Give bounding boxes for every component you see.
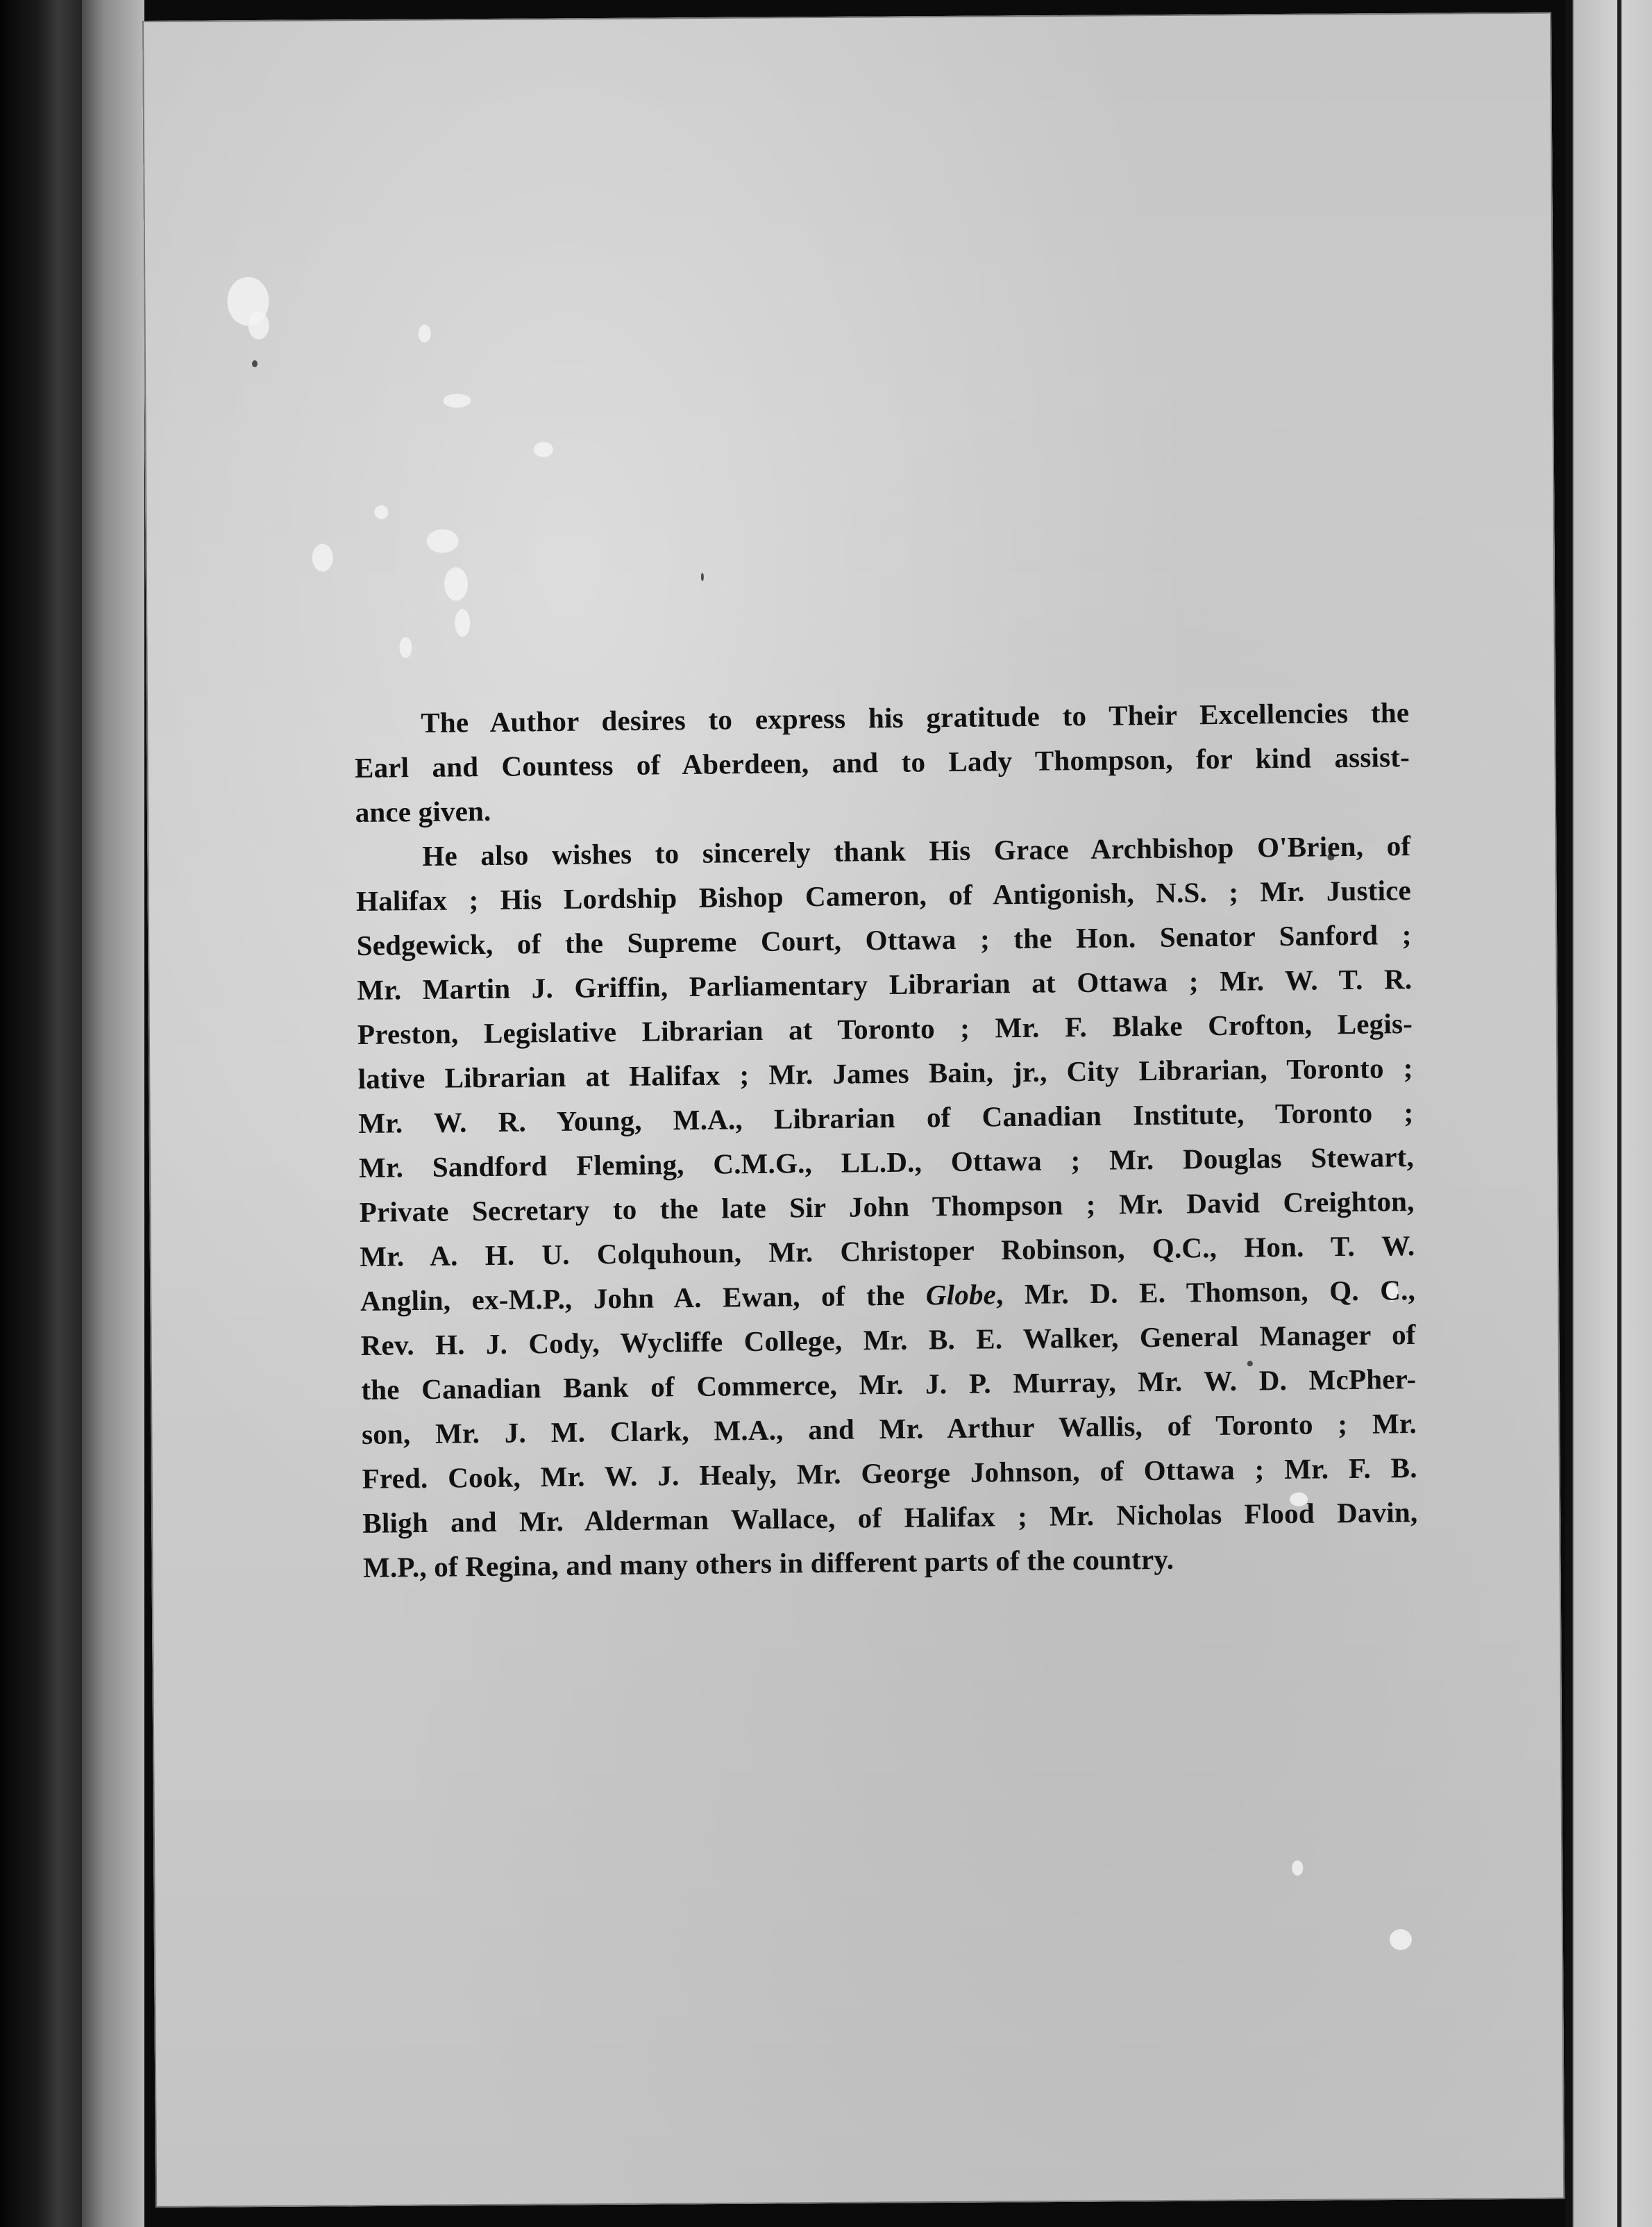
text-line: Private Secretary to the late Sir John Thompson ; Mr. David Creighton,	[359, 1185, 1415, 1228]
text-line: Mr. Martin J. Griffin, Parliamentary Librarian at Ottawa ; Mr. W. T. R.	[357, 963, 1413, 1006]
page-blemish	[1390, 1929, 1412, 1950]
text-line: Mr. A. H. U. Colquhoun, Mr. Christoper Robinson, Q.C., Hon. T. W.	[360, 1229, 1415, 1272]
text-line: Sedgewick, of the Supreme Court, Ottawa ; the Hon. Senator Sanford ;	[356, 918, 1412, 961]
text-line: Mr. Sandford Fleming, C.M.G., LL.D., Ottawa ; Mr. Douglas Stewart,	[358, 1141, 1415, 1184]
acknowledgement-text	[354, 690, 1418, 1590]
text-line: Earl and Countess of Aberdeen, and to Lady Thompson, for kind assist-	[354, 741, 1410, 784]
page-blemish	[312, 544, 333, 571]
text-line: M.P., of Regina, and many others in different parts of the country.	[362, 1543, 1174, 1583]
text-line: son, Mr. J. M. Clark, M.A., and Mr. Arthur Wallis, of Toronto ; Mr.	[361, 1407, 1417, 1450]
newspaper-title: Globe	[925, 1278, 997, 1311]
book-binding	[0, 0, 83, 2227]
text-line: Bligh and Mr. Alderman Wallace, of Halifax ; Mr. Nicholas Flood Davin,	[362, 1496, 1418, 1539]
text-line: Rev. H. J. Cody, Wycliffe College, Mr. B. E. Walker, General Manager of	[360, 1318, 1416, 1361]
page-blemish	[252, 360, 258, 367]
text-line: Mr. W. R. Young, M.A., Librarian of Canadian Institute, Toronto ;	[358, 1096, 1414, 1139]
page-blemish	[443, 394, 471, 407]
text-line: Anglin, ex-M.P., John A. Ewan, of the Globe, Mr. D. E. Thomson, Q. C.,	[360, 1274, 1416, 1317]
page-blemish	[399, 637, 412, 658]
text-line: Fred. Cook, Mr. W. J. Healy, Mr. George Johnson, of Ottawa ; Mr. F. B.	[362, 1452, 1417, 1495]
page-blemish	[444, 567, 468, 600]
adjacent-page-edge	[1565, 0, 1652, 2227]
page-blemish	[419, 324, 431, 342]
text-line: ance given.	[355, 794, 491, 828]
adjacent-page-rule	[1617, 0, 1621, 2227]
page-blemish	[248, 312, 269, 339]
text-line: the Canadian Bank of Commerce, Mr. J. P. Murray, Mr. W. D. McPher-	[361, 1363, 1417, 1406]
page-blemish	[1292, 1860, 1303, 1876]
page-blemish	[534, 442, 553, 457]
text-line: Halifax ; His Lordship Bishop Cameron, of Antigonish, N.S. ; Mr. Justice	[355, 874, 1412, 917]
text-line: lative Librarian at Halifax ; Mr. James Bain, jr., City Librarian, Toronto ;	[357, 1052, 1413, 1095]
acknowledgement-paragraph-1	[354, 690, 1410, 834]
acknowledgement-paragraph-2	[355, 823, 1418, 1590]
text-line: He also wishes to sincerely thank His Grace Archbishop O'Brien, of	[422, 830, 1411, 872]
page-blemish	[426, 529, 458, 553]
page-blemish	[701, 573, 704, 581]
text-line: Preston, Legislative Librarian at Toronto ; Mr. F. Blake Crofton, Legis-	[357, 1007, 1413, 1050]
page-blemish	[374, 505, 388, 519]
binding-edge	[82, 0, 144, 2227]
page-blemish	[455, 609, 470, 637]
text-line: The Author desires to express his gratitude to Their Excellencies the	[421, 696, 1410, 739]
